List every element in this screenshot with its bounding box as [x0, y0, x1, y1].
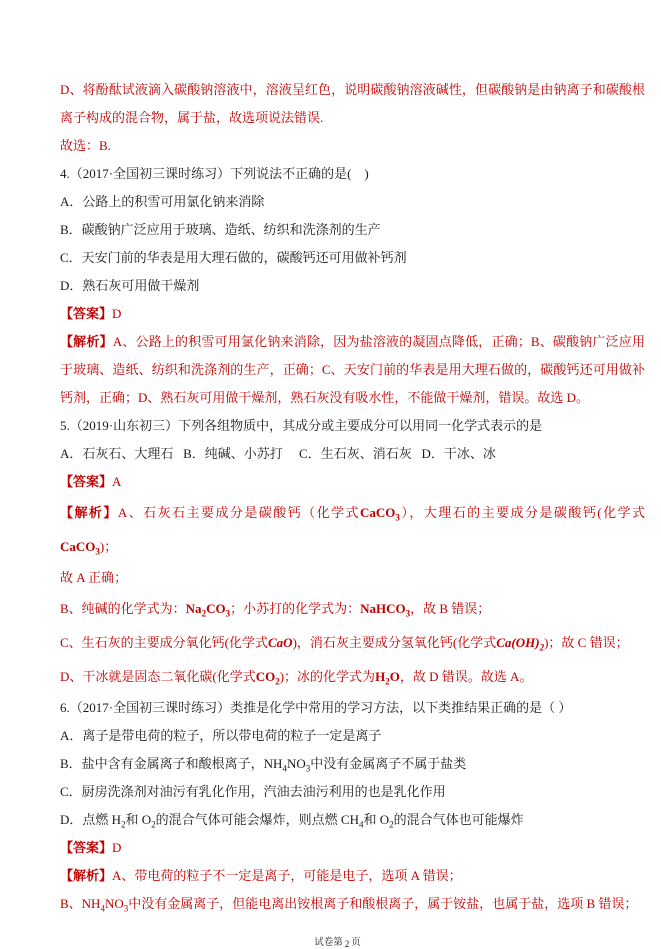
text-segment: B．碳酸钠广泛应用于玻璃、造纸、纺织和洗涤剂的生产 — [60, 222, 381, 237]
text-segment: CO — [255, 669, 276, 684]
text-segment: 5.（2019·山东初三）下列各组物质中，其成分或主要成分可以用同一化学式表示的是 — [60, 418, 543, 433]
text-segment: ；小苏打的化学式为： — [230, 601, 361, 616]
text-segment: B、NH — [60, 896, 101, 911]
text-segment: C、生石灰的主要成分氧化钙(化学式 — [60, 635, 269, 650]
text-segment: 故选：B. — [60, 138, 111, 153]
text-segment: 的混合气体也可能爆炸 — [393, 812, 524, 827]
text-segment: CaCO — [360, 505, 396, 520]
text-segment: 中没有金属离子不属于盐类 — [310, 756, 467, 771]
text-segment: Ca(OH) — [496, 635, 540, 650]
text-segment: )； — [99, 539, 118, 554]
q4-answer — [60, 300, 645, 328]
text-segment: 3 — [395, 512, 400, 523]
text-segment: O — [389, 669, 400, 684]
text-segment: D、将酚酞试液滴入碳酸钠溶液中，溶液呈红色，说明碳酸钠溶液碱性，但碳酸钠是由钠离子和碳酸根离子构成的混合物，属于盐，故选项说法错误. — [60, 82, 645, 125]
text-segment: NaHCO — [360, 601, 406, 616]
q6-explanation-b — [60, 890, 645, 918]
text-segment: 4 — [282, 763, 287, 774]
text-segment: 2 — [151, 819, 156, 830]
text-segment: 2 — [389, 819, 394, 830]
q6-option-c — [60, 778, 645, 806]
text-segment: 2 — [385, 676, 390, 687]
text-segment: NO — [286, 756, 306, 771]
q4-option-b — [60, 216, 645, 244]
document-body — [60, 76, 645, 918]
text-segment: 3 — [305, 763, 311, 774]
text-segment: D — [112, 306, 122, 321]
text-segment: CaO — [268, 635, 293, 650]
q4-stem — [60, 160, 645, 188]
text-segment: H — [375, 669, 386, 684]
text-segment: 2 — [539, 642, 545, 653]
text-segment: 2 — [275, 676, 280, 687]
q6-option-b — [60, 750, 645, 778]
text-segment: 和 O — [125, 812, 152, 827]
q4-option-c — [60, 244, 645, 272]
text-segment: 2 — [201, 608, 207, 619]
text-segment: B．盐中含有金属离子和酸根离子，NH — [60, 756, 283, 771]
text-segment: 6.（2017·全国初三课时练习）类推是化学中常用的学习方法，以下类推结果正确的是（ ） — [60, 700, 572, 715]
text-segment: 故 A 正确； — [60, 570, 128, 585]
text-segment: CO — [206, 601, 226, 616]
text-segment: A、带电荷的粒子不一定是离子，可能是电子，选项 A 错误； — [112, 868, 462, 883]
q4-option-d — [60, 272, 645, 300]
text-segment: C．厨房洗涤剂对油污有乳化作用，汽油去油污利用的也是乳化作用 — [60, 784, 446, 799]
q5-explanation-b — [60, 592, 645, 626]
answer-label: 【解析】 — [60, 334, 113, 349]
text-segment: 和 O — [363, 812, 390, 827]
text-segment: )；故 C 错误； — [544, 635, 629, 650]
text-segment: NO — [104, 896, 124, 911]
footer-prefix: 试卷第 — [314, 938, 343, 948]
q5-explanation-a-conclusion — [60, 564, 645, 592]
q6-explanation-a — [60, 862, 645, 890]
q4-explanation — [60, 328, 645, 412]
q5-explanation-a — [60, 496, 645, 564]
text-segment: 3 — [405, 608, 411, 619]
text-segment: 3 — [123, 903, 129, 914]
q4-option-a — [60, 188, 645, 216]
text-segment: ），大理石的主要成分是碳酸钙(化学式 — [399, 505, 645, 520]
text-segment: 中没有金属离子，但能电离出铵根离子和酸根离子，属于铵盐，也属于盐，选项 B 错误； — [128, 896, 638, 911]
answer-label: 【答案】 — [60, 840, 113, 855]
text-segment: B、纯碱的化学式为： — [60, 601, 186, 616]
text-segment: A、公路上的积雪可用氯化钠来消除，因为盐溶液的凝固点降低，正确；B、碳酸钠广泛应用于玻璃、造纸、纺织和洗涤剂的生产，正确；C、天安门前的华表是用大理石做的，碳酸钙还可用做补钙剂，正确；D、熟石灰可用做干燥剂，熟石灰没有吸水性，不能做干燥剂，错误。故选 D。 — [60, 334, 645, 405]
text-segment: )，消石灰主要成分氢氧化钙(化学式 — [292, 635, 497, 650]
text-segment: 4.（2017·全国初三课时练习）下列说法不正确的是( ) — [60, 166, 369, 181]
q6-answer — [60, 834, 645, 862]
answer-label: 【解析】 — [60, 505, 118, 520]
text-segment: 4 — [358, 819, 364, 830]
text-segment: A．离子是带电荷的粒子，所以带电荷的粒子一定是离子 — [60, 728, 382, 743]
text-segment: 3 — [95, 546, 100, 557]
q6-option-d — [60, 806, 645, 834]
q5-options-row — [60, 440, 645, 468]
text-segment: D、干冰就是固态二氧化碳(化学式 — [60, 669, 256, 684]
text-segment: D．点燃 H — [60, 812, 122, 827]
q5-explanation-d — [60, 660, 645, 694]
text-segment: A．石灰石、大理石 B．纯碱、小苏打 C．生石灰、消石灰 D．干冰、冰 — [60, 446, 496, 461]
q6-option-a — [60, 722, 645, 750]
text-segment: 3 — [225, 608, 231, 619]
text-segment: CaCO — [60, 539, 96, 554]
text-segment: D．熟石灰可用做干燥剂 — [60, 278, 200, 293]
text-segment: A、石灰石主要成分是碳酸钙（化学式 — [117, 505, 361, 520]
q5-answer — [60, 468, 645, 496]
q5-explanation-c — [60, 626, 645, 660]
text-segment: )；冰的化学式为 — [279, 669, 376, 684]
text-segment: Na — [185, 601, 202, 616]
footer-page-number: 2 — [344, 939, 350, 949]
q3-explanation-option-d — [60, 76, 645, 132]
answer-label: 【答案】 — [60, 474, 113, 489]
text-segment: A — [112, 474, 122, 489]
answer-label: 【解析】 — [60, 868, 113, 883]
text-segment: 2 — [121, 819, 126, 830]
answer-label: 【答案】 — [60, 306, 113, 321]
text-segment: ，故 D 错误。故选 A。 — [399, 669, 533, 684]
q5-stem — [60, 412, 645, 440]
page-footer — [30, 934, 645, 948]
text-segment: C．天安门前的华表是用大理石做的，碳酸钙还可用做补钙剂 — [60, 250, 407, 265]
text-segment: ，故 B 错误； — [410, 601, 491, 616]
text-segment: D — [112, 840, 122, 855]
text-segment: A．公路上的积雪可用氯化钠来消除 — [60, 194, 265, 209]
text-segment: 4 — [100, 903, 105, 914]
q3-conclusion — [60, 132, 645, 160]
q6-stem — [60, 694, 645, 722]
text-segment: 的混合气体可能会爆炸，则点燃 CH — [155, 812, 359, 827]
footer-suffix: 页 — [351, 938, 361, 948]
